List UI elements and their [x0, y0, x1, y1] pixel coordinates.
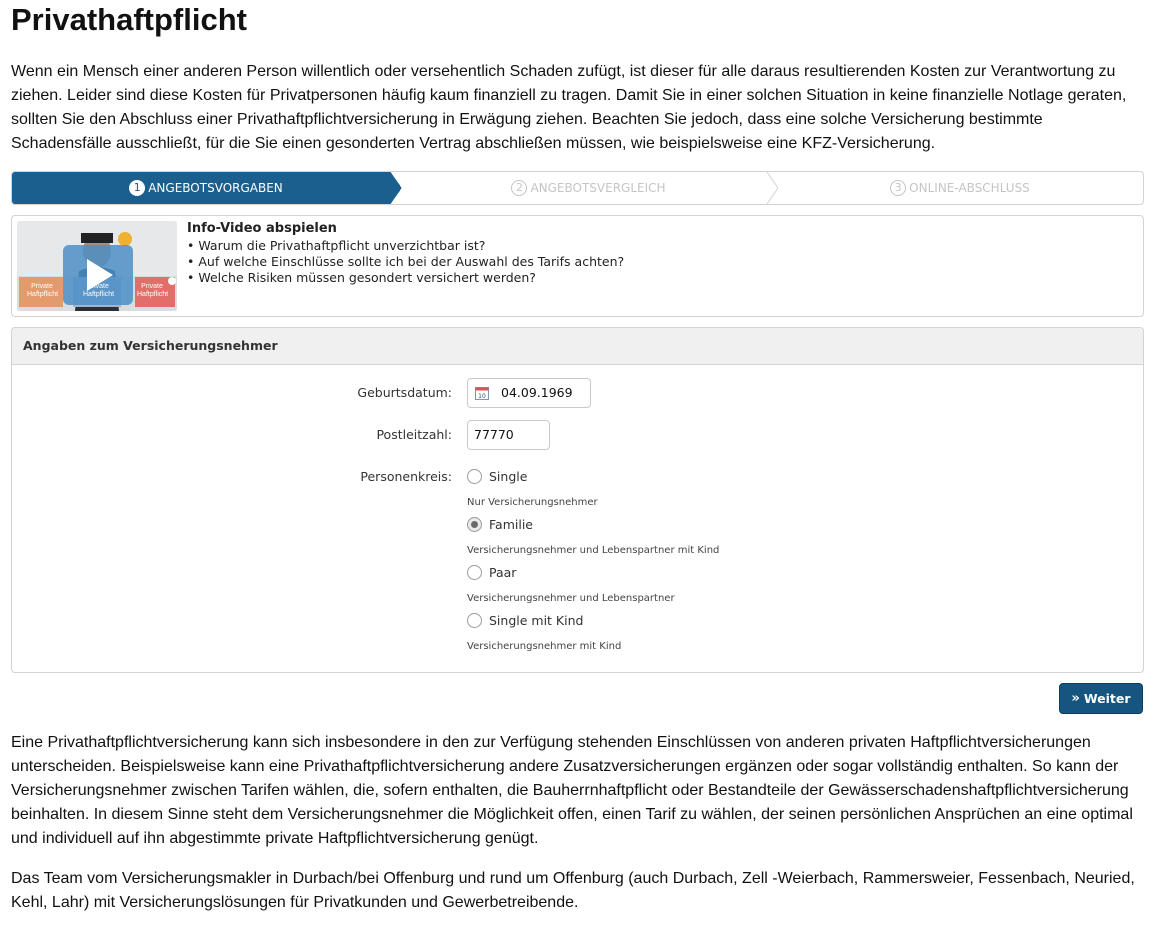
calendar-icon[interactable]	[475, 386, 489, 400]
step-1-number: 1	[129, 180, 145, 196]
radio-single-mit-kind-hint: Versicherungsnehmer mit Kind	[467, 641, 622, 652]
video-info	[187, 221, 624, 286]
birthdate-field[interactable]	[467, 378, 591, 408]
video-bullet: • Auf welche Einschlüsse sollte ich bei der Auswahl des Tarifs achten?	[187, 254, 625, 269]
radio-paar-label: Paar	[489, 565, 517, 580]
video-bullet: • Welche Risiken müssen gesondert versichert werden?	[187, 270, 536, 285]
info-video-box	[11, 215, 1144, 317]
policyholder-form-panel	[11, 327, 1144, 673]
radio-circle-selected[interactable]	[467, 517, 482, 532]
step-2-label: ANGEBOTSVERGLEICH	[530, 181, 666, 195]
body-paragraph-1: Eine Privathaftpflichtversicherung kann sich insbesondere in den zur Verfügung stehenden Einschlüssen von anderen privaten Haftpflichtversicherungen unterscheiden. Beispielsweise kann eine Privathaftpflichtversicherung andere Zusatzversicherungen ergänzen oder sogar vollständig enthalten. So kann der Versicherungsnehmer zwischen Tarifen wählen, die, sofern enthalten, die Bauherrnhaftpflicht oder Bestandteile der Gewässerschadenshaftpflichtversicherung beinhalten. In diesem Sinne steht dem Versicherungsnehmer die Möglichkeit offen, einen Tarif zu wählen, der seinen persönlichen Ansprüchen an eine optimal und individuell auf ihn abgestimmte private Haftpflichtversicherung genügt.	[11, 734, 1133, 847]
video-bullet: • Warum die Privathaftpflicht unverzichtbar ist?	[187, 238, 486, 253]
radio-circle[interactable]	[467, 565, 482, 580]
radio-familie[interactable]	[467, 517, 533, 532]
radio-single-label: Single	[489, 469, 528, 484]
birthdate-label: Geburtsdatum:	[357, 385, 452, 400]
radio-single[interactable]	[467, 469, 527, 484]
zip-label: Postleitzahl:	[376, 427, 452, 442]
radio-familie-label: Familie	[489, 517, 533, 532]
video-title[interactable]: Info-Video abspielen	[187, 221, 337, 236]
svg-text:10: 10	[478, 393, 486, 400]
weiter-button-label: Weiter	[1083, 691, 1131, 706]
radio-circle[interactable]	[467, 613, 482, 628]
thumb-label-1: Private Haftpflicht	[27, 283, 59, 298]
video-bullet-text: Welche Risiken müssen gesondert versichert werden?	[198, 270, 536, 285]
step-3-number: 3	[890, 180, 906, 196]
page-title: Privathaftpflicht	[11, 2, 247, 37]
video-bullet-text: Auf welche Einschlüsse sollte ich bei der Auswahl des Tarifs achten?	[198, 254, 625, 269]
radio-single-hint: Nur Versicherungsnehmer	[467, 497, 598, 508]
step-progress-bar	[11, 171, 1144, 205]
step-2-number: 2	[511, 180, 527, 196]
thumb-label-3: Private Haftpflicht	[137, 283, 169, 298]
radio-paar-hint: Versicherungsnehmer und Lebenspartner	[467, 593, 675, 604]
zip-value: 77770	[474, 427, 514, 442]
video-bullet-text: Warum die Privathaftpflicht unverzichtbar ist?	[198, 238, 486, 253]
body-paragraph-2: Das Team vom Versicherungsmakler in Durbach/bei Offenburg und rund um Offenburg (auch Durbach, Zell -Weierbach, Rammersweier, Fessenbach, Neuried, Kehl, Lahr) mit Versicherungslösungen für Privatkunden und Gewerbetreibende.	[11, 870, 1135, 911]
zip-field[interactable]	[467, 420, 550, 450]
radio-single-mit-kind-label: Single mit Kind	[489, 613, 584, 628]
step-3-label: ONLINE-ABSCHLUSS	[909, 181, 1030, 195]
panel-header: Angaben zum Versicherungsnehmer	[12, 328, 1143, 365]
radio-paar[interactable]	[467, 565, 516, 580]
step-arrows	[12, 172, 1143, 204]
radio-single-mit-kind[interactable]	[467, 613, 583, 628]
intro-text: Wenn ein Mensch einer anderen Person willentlich oder versehentlich Schaden zufügt, ist dieser für alle daraus resultierenden Kosten zur Verantwortung zu ziehen. Leider sind diese Kosten für Privatpersonen häufig kaum finanziell zu tragen. Damit Sie in einer solchen Situation in keine finanzielle Notlage geraten, sollten Sie den Abschluss einer Privathaftpflichtversicherung in Erwägung ziehen. Beachten Sie jedoch, dass eine solche Versicherung bestimmte Schadensfälle ausschließt, für die Sie einen gesonderten Vertrag abschließen müssen, wie beispielsweise eine KFZ-Versicherung.	[11, 63, 1127, 152]
step-1-label: ANGEBOTSVORGABEN	[148, 181, 283, 195]
persons-label: Personenkreis:	[360, 469, 452, 484]
radio-familie-hint: Versicherungsnehmer und Lebenspartner mit Kind	[467, 545, 720, 556]
video-thumbnail[interactable]	[17, 221, 177, 311]
radio-circle[interactable]	[467, 469, 482, 484]
thumb-label-2: Private Haftpflicht	[83, 283, 115, 298]
double-chevron-right-icon: »	[1071, 691, 1080, 706]
weiter-button[interactable]	[1059, 683, 1143, 714]
birthdate-value: 04.09.1969	[501, 385, 573, 400]
